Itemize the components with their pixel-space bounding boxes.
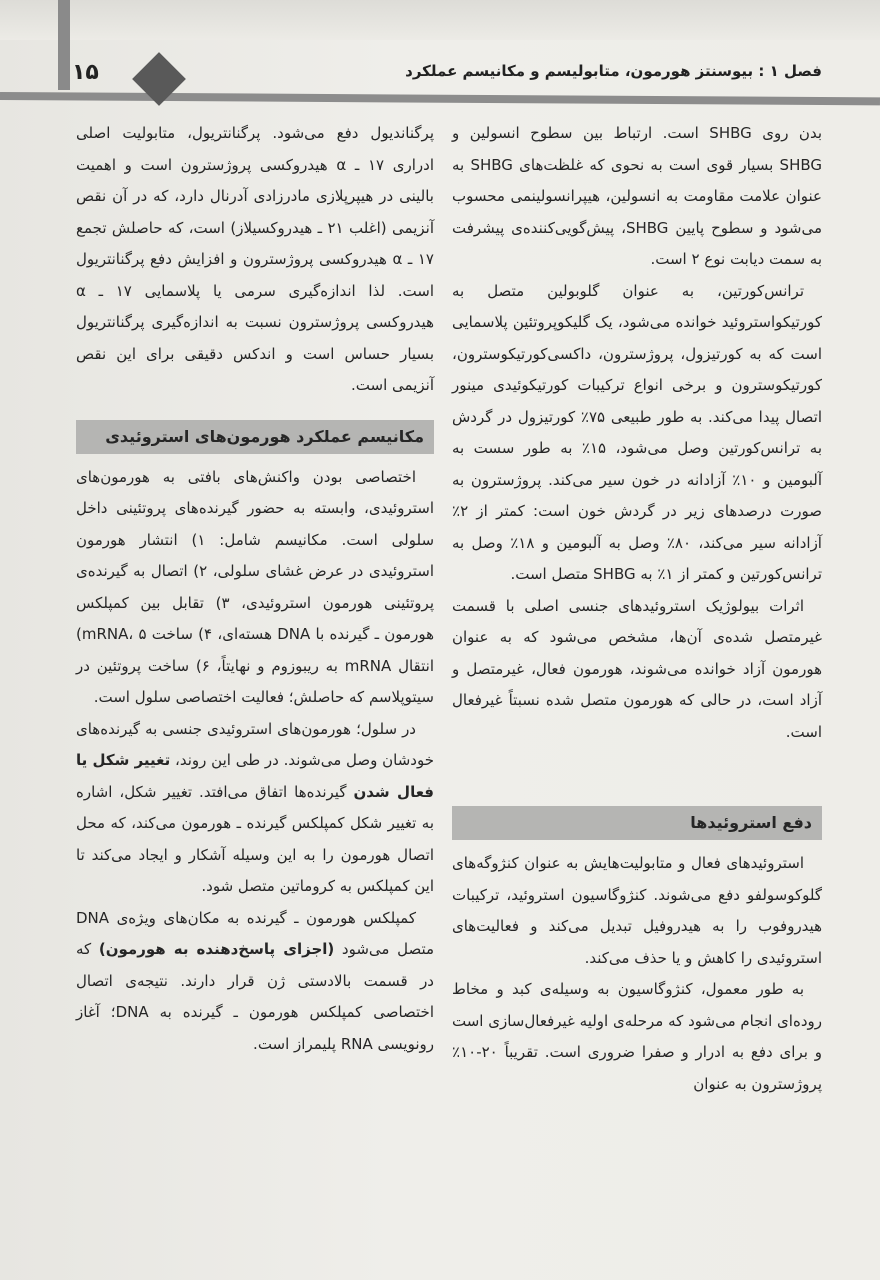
section-spacer [452, 748, 822, 788]
text-run: که در قسمت بالادستی ژن قرار دارند. نتیجه‌ی اتصال اختصاصی کمپلکس هورمون ـ گیرنده به DNA؛ آغاز رونویسی RNA پلیمراز است. [76, 940, 434, 1053]
text-run: در سلول؛ هورمون‌های استروئیدی جنسی به گیرنده‌های خودشان وصل می‌شوند. در طی این روند، [76, 719, 434, 769]
paragraph-shbg: بدن روی SHBG است. ارتباط بین سطوح انسولین و SHBG بسیار قوی است به نحوی که غلظت‌های SHBG به عنوان علامت مقاومت به انسولین، هیپرانسولینمی محسوب می‌شود و سطوح پایین SHBG، پیش‌گویی‌کننده‌ی پیشرفت به سمت دیابت نوع ۲ است. [452, 124, 822, 268]
text-run: کمپلکس هورمون ـ گیرنده به مکان‌های ویژه‌ی DNA متصل می‌شود [76, 908, 435, 958]
chapter-running-head: فصل ۱ : بیوسنتز هورمون، متابولیسم و مکانیسم عملکرد [405, 62, 822, 80]
page-number: ۱۵ [72, 60, 99, 85]
margin-bar [58, 0, 70, 90]
left-text-column [76, 118, 434, 1060]
header-rule [0, 92, 880, 105]
text-run: گیرنده‌ها اتفاق می‌افتد. تغییر شکل، اشاره به تغییر شکل کمپلکس گیرنده ـ هورمون می‌کند، که محل اتصال هورمون را به این وسیله آشکار و ایجاد می‌کند تا این کمپلکس به کروماتین متصل شود. [76, 782, 434, 895]
paragraph-receptor-binding [76, 714, 434, 903]
right-text-column [452, 118, 822, 1100]
bold-term-activation: تغییر شکل یا فعال شدن [76, 751, 434, 801]
section-heading-mechanism: مکانیسم عملکرد هورمون‌های استروئیدی [76, 420, 434, 454]
paragraph-transcortin: ترانس‌کورتین، به عنوان گلوبولین متصل به کورتیکواستروئید خوانده می‌شود، یک گلیکوپروتئین پلاسمایی است که به کورتیزول، پروژسترون، داکسی‌کورتیکوسترون، کورتیکوسترون و برخی انواع ترکیبات کورتیکوئیدی مینور اتصال پیدا می‌کند. به طور طبیعی ۷۵٪ کورتیزول در گردش به ترانس‌کورتین وصل می‌شود، ۱۵٪ به طور سست به آلبومین و ۱۰٪ آزادانه در خون سیر می‌کند. پروژسترون به صورت درصدهای زیر در گردش خون است: کمتر از ۲٪ آزادانه سیر می‌کند، ۸۰٪ وصل به آلبومین و ۱۸٪ وصل به ترانس‌کورتین و کمتر از ۱٪ به SHBG متصل است. [452, 281, 822, 583]
paragraph-dna-binding [76, 903, 434, 1061]
paragraph-mechanism: اختصاصی بودن واکنش‌های بافتی به هورمون‌های استروئیدی، وابسته به حضور گیرنده‌های پروتئینی داخل سلولی است. مکانیسم شامل: ۱) انتشار هورمون استروئیدی در عرض غشای سلولی، ۲) اتصال به گیرنده‌ی پروتئینی هورمون استروئیدی، ۳) تقابل بین کمپلکس هورمون ـ گیرنده با DNA هسته‌ای، ۴) ساخت mRNA، ۵) انتقال mRNA به ریبوزوم و نهایتاً، ۶) ساخت پروتئین در سیتوپلاسم که حاصلش؛ فعالیت اختصاصی سلول است. [76, 467, 435, 706]
paragraph-conjugation: به طور معمول، کنژوگاسیون به وسیله‌ی کبد و مخاط روده‌ای انجام می‌شود که مرحله‌ی اولیه غیرفعال‌سازی است و برای دفع به ادرار و صفرا ضروری است. تقریباً ۲۰-۱۰٪ پروژسترون به عنوان [452, 980, 822, 1093]
section-heading-steroid-excretion: دفع استروئیدها [452, 806, 822, 840]
paragraph-pregnanediol: پرگناندیول دفع می‌شود. پرگنانتریول، متابولیت اصلی ادراری ۱۷ ـ α هیدروکسی پروژسترون است و اهمیت بالینی در هیپرپلازی مادرزادی آدرنال دارد، که در آن نقص آنزیمی (اغلب ۲۱ ـ هیدروکسیلاز) است، که حاصلش تجمع ۱۷ ـ α هیدروکسی پروژسترون و افزایش دفع پرگنانتریول است. لذا اندازه‌گیری سرمی یا پلاسمایی ۱۷ ـ α هیدروکسی پروژسترون نسبت به اندازه‌گیری پرگنانتریول بسیار حساس است و اندکس دقیقی برای این نقص آنزیمی است. [76, 124, 434, 394]
bold-term-response-elements: (اجزای پاسخ‌دهنده به هورمون) [98, 940, 335, 958]
top-shadow [0, 0, 880, 40]
paragraph-excretion: استروئیدهای فعال و متابولیت‌هایش به عنوان کنژوگه‌های گلوکوسولفو دفع می‌شوند. کنژوگاسیون استروئید، ترکیبات هیدروفوب را به هیدروفیل تبدیل می‌کند و فعالیت‌های استروئیدی را کاهش و یا حذف می‌کند. [452, 854, 822, 967]
paragraph-biologic-effects: اثرات بیولوژیک استروئیدهای جنسی اصلی با قسمت غیرمتصل شده‌ی آن‌ها، مشخص می‌شود که به عنوان هورمون آزاد خوانده می‌شوند، هورمون فعال، غیرمتصل و آزاد است، در حالی که هورمون متصل شده نسبتاً غیرفعال است. [452, 596, 822, 741]
